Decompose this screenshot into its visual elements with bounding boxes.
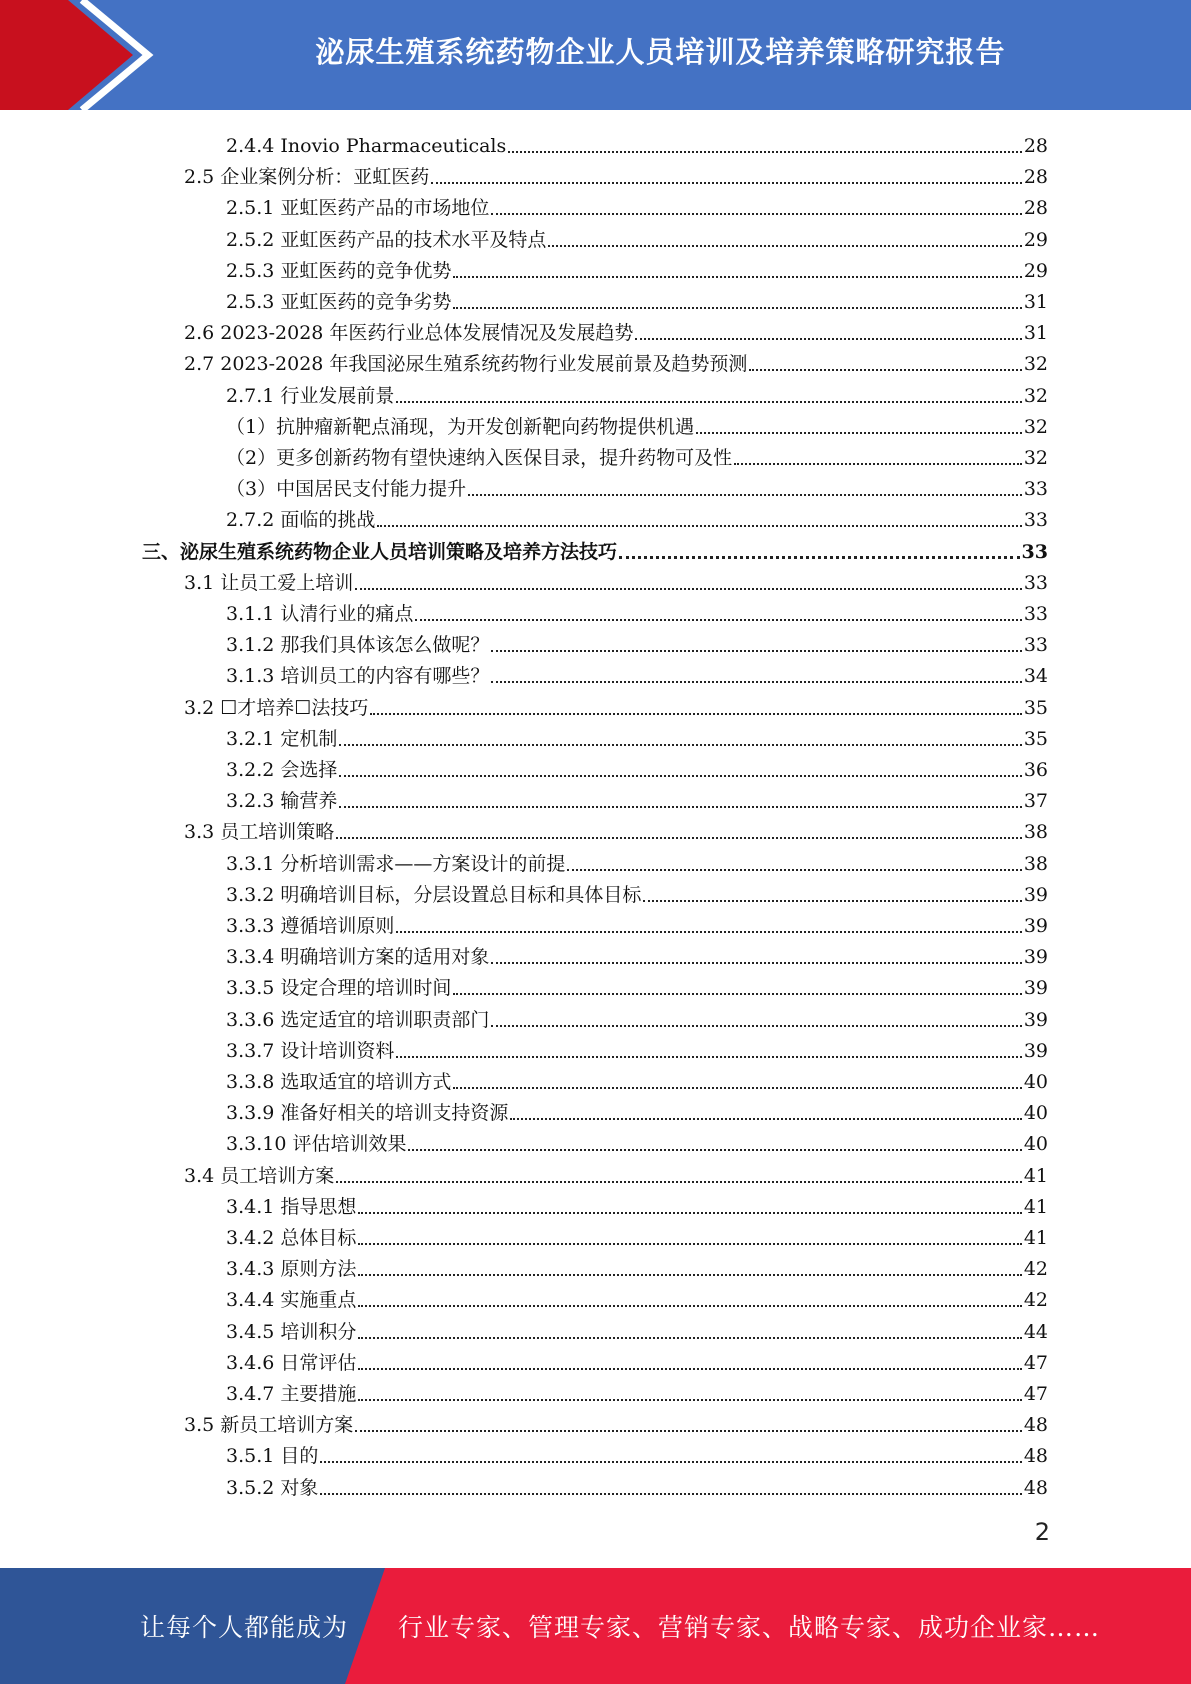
toc-entry[interactable] <box>226 1001 1048 1032</box>
toc-entry-label: 3.4.6 日常评估 <box>226 1351 357 1374</box>
toc-entry-page: 28 <box>1023 135 1048 157</box>
toc-entry-label: 3.2.1 定机制 <box>226 727 338 750</box>
toc-entry[interactable] <box>184 813 1048 844</box>
toc-entry-page: 42 <box>1023 1289 1048 1312</box>
toc-entry-page: 28 <box>1023 166 1048 189</box>
toc-entry-page: 38 <box>1023 852 1048 875</box>
toc-dot-leader <box>749 369 1021 371</box>
toc-entry[interactable] <box>226 845 1048 876</box>
toc-entry[interactable] <box>226 751 1048 782</box>
toc-entry[interactable] <box>226 1469 1048 1500</box>
toc-entry-page: 48 <box>1023 1445 1048 1468</box>
toc-entry-page: 44 <box>1023 1320 1048 1343</box>
toc-dot-leader <box>453 1087 1021 1089</box>
toc-dot-leader <box>415 619 1021 621</box>
toc-entry[interactable] <box>226 189 1048 220</box>
toc-dot-leader <box>355 588 1022 590</box>
toc-entry[interactable] <box>226 907 1048 938</box>
toc-entry-label: 3.1.1 认清行业的痛点 <box>226 603 414 625</box>
toc-entry[interactable] <box>184 564 1048 595</box>
toc-entry[interactable] <box>226 1313 1048 1344</box>
toc-entry[interactable] <box>226 1219 1048 1250</box>
toc-entry[interactable] <box>226 1063 1048 1094</box>
toc-entry-label: 2.7 2023-2028 年我国泌尿生殖系统药物行业发展前景及趋势预测 <box>184 353 748 376</box>
toc-entry-label: （2）更多创新药物有望快速纳入医保目录，提升药物可及性 <box>226 447 733 469</box>
toc-entry-label: 3.3.5 设定合理的培训时间 <box>226 977 452 1000</box>
toc-entry-label: 2.5.3 亚虹医药的竞争优势 <box>226 259 452 282</box>
toc-entry[interactable] <box>226 1375 1048 1406</box>
toc-dot-leader <box>358 1212 1021 1214</box>
toc-entry-label: 3.3.3 遵循培训原则 <box>226 915 395 937</box>
toc-dot-leader <box>491 1025 1021 1027</box>
toc-entry-label: 3.3.8 选取适宜的培训方式 <box>226 1071 452 1093</box>
toc-entry-label: 3.3.6 选定适宜的培训职责部门 <box>226 1008 490 1031</box>
toc-entry-page: 41 <box>1023 1195 1048 1218</box>
toc-entry-page: 29 <box>1023 228 1048 251</box>
toc-dot-leader <box>355 1430 1022 1432</box>
toc-entry-page: 34 <box>1023 665 1048 688</box>
toc-entry-label: 2.7.2 面临的挑战 <box>226 509 376 532</box>
toc-entry-page: 41 <box>1023 1164 1048 1187</box>
toc-entry-page: 38 <box>1023 821 1048 844</box>
toc-dot-leader <box>358 1243 1021 1245</box>
toc-entry[interactable] <box>226 876 1048 907</box>
toc-entry-label: 3.5.2 对象 <box>226 1476 319 1499</box>
footer-lead-text: 让每个人都能成为 <box>140 1613 349 1642</box>
toc-entry-page: 39 <box>1023 883 1048 906</box>
toc-entry-page: 32 <box>1023 447 1048 469</box>
toc-entry[interactable] <box>226 1281 1048 1312</box>
toc-dot-leader <box>548 245 1021 247</box>
toc-entry[interactable] <box>184 1406 1048 1437</box>
toc-dot-leader <box>396 931 1021 933</box>
toc-entry[interactable] <box>226 938 1048 969</box>
toc-entry-page: 40 <box>1023 1071 1048 1093</box>
toc-entry-page: 31 <box>1023 291 1048 313</box>
toc-entry-page: 42 <box>1023 1258 1048 1281</box>
toc-entry-page: 39 <box>1023 946 1048 969</box>
toc-entry-label: 3.4 员工培训方案 <box>184 1164 335 1187</box>
toc-entry[interactable] <box>184 1157 1048 1188</box>
toc-entry-label: 3.3.2 明确培训目标，分层设置总目标和具体目标 <box>226 883 642 906</box>
toc-entry-page: 33 <box>1023 603 1048 625</box>
toc-entry[interactable] <box>226 470 1048 501</box>
toc-entry-label: 2.7.1 行业发展前景 <box>226 384 395 407</box>
toc-entry-page: 47 <box>1023 1383 1048 1405</box>
toc-entry-page: 29 <box>1023 259 1048 282</box>
toc-dot-leader <box>491 681 1021 683</box>
toc-entry-label: 3.3.9 准备好相关的培训支持资源 <box>226 1102 509 1125</box>
toc-entry[interactable] <box>226 1250 1048 1281</box>
toc-entry-page: 39 <box>1023 977 1048 1000</box>
toc-entry-label: 3.4.2 总体目标 <box>226 1227 357 1249</box>
toc-entry-page: 32 <box>1023 415 1048 438</box>
toc-dot-leader <box>408 1149 1021 1151</box>
toc-dot-leader <box>396 1056 1021 1058</box>
toc-entry-page: 40 <box>1023 1133 1048 1156</box>
toc-entry-label: 2.6 2023-2028 年医药行业总体发展情况及发展趋势 <box>184 322 634 345</box>
toc-entry-label: 3.4.5 培训积分 <box>226 1320 357 1343</box>
toc-entry-page: 41 <box>1023 1227 1048 1249</box>
toc-dot-leader <box>734 463 1022 465</box>
toc-entry-label: 三、泌尿生殖系统药物企业人员培训策略及培养方法技巧 <box>142 540 618 563</box>
toc-dot-leader <box>358 1305 1021 1307</box>
toc-entry-page: 28 <box>1023 197 1048 220</box>
toc-dot-leader <box>491 962 1021 964</box>
toc-entry[interactable] <box>226 1094 1048 1125</box>
toc-entry-page: 31 <box>1023 322 1048 345</box>
toc-dot-leader <box>358 1368 1021 1370</box>
toc-entry-label: （3）中国居民支付能力提升 <box>226 478 467 501</box>
toc-dot-leader <box>358 1274 1021 1276</box>
toc-dot-leader <box>453 276 1021 278</box>
toc-dot-leader <box>320 1493 1021 1495</box>
toc-entry[interactable] <box>226 501 1048 532</box>
toc-entry[interactable] <box>226 1188 1048 1219</box>
toc-entry-label: 3.3.1 分析培训需求——方案设计的前提 <box>226 852 566 875</box>
toc-entry-page: 47 <box>1023 1351 1048 1374</box>
toc-entry[interactable] <box>226 408 1048 439</box>
toc-dot-leader <box>453 307 1021 309</box>
toc-dot-leader <box>339 744 1021 746</box>
toc-entry[interactable] <box>226 657 1048 688</box>
toc-entry-label: 3.4.3 原则方法 <box>226 1258 357 1281</box>
toc-entry-label: 3.3 员工培训策略 <box>184 821 335 844</box>
toc-dot-leader <box>491 213 1021 215</box>
toc-entry[interactable] <box>226 439 1048 470</box>
toc-entry-page: 33 <box>1023 509 1048 532</box>
toc-entry-page: 40 <box>1023 1102 1048 1125</box>
report-title: 泌尿生殖系统药物企业人员培训及培养策略研究报告 <box>315 34 1006 69</box>
toc-dot-leader <box>358 1399 1021 1401</box>
toc-entry-page: 37 <box>1023 790 1048 813</box>
toc-entry[interactable] <box>226 283 1048 314</box>
toc-entry-page: 35 <box>1023 727 1048 750</box>
toc-entry[interactable] <box>226 782 1048 813</box>
toc-entry[interactable] <box>226 1437 1048 1468</box>
page-number: 2 <box>1034 1518 1050 1546</box>
toc-entry[interactable] <box>226 626 1048 657</box>
page-footer <box>0 1568 1191 1684</box>
toc-entry-label: 3.3.10 评估培训效果 <box>226 1133 407 1156</box>
toc-dot-leader <box>431 182 1022 184</box>
toc-entry[interactable] <box>226 1344 1048 1375</box>
toc-entry-label: 2.5.1 亚虹医药产品的市场地位 <box>226 197 490 220</box>
toc-entry-label: 2.5 企业案例分析：亚虹医药 <box>184 166 430 189</box>
toc-entry-label: 3.1 让员工爱上培训 <box>184 571 354 594</box>
toc-entry[interactable] <box>226 127 1048 158</box>
toc-entry-label: 3.1.3 培训员工的内容有哪些？ <box>226 665 490 688</box>
toc-dot-leader <box>339 806 1021 808</box>
page-header <box>0 0 1191 110</box>
toc-entry-label: 3.2.3 输营养 <box>226 790 338 813</box>
toc-entry-label: 3.4.7 主要措施 <box>226 1383 357 1405</box>
toc-entry-page: 39 <box>1023 1008 1048 1031</box>
toc-entry[interactable] <box>226 1032 1048 1063</box>
toc-entry[interactable] <box>184 345 1048 376</box>
toc-entry[interactable] <box>142 533 1048 564</box>
toc-entry-page: 48 <box>1023 1414 1048 1437</box>
toc-dot-leader <box>336 837 1022 839</box>
toc-entry-page: 32 <box>1023 353 1048 376</box>
toc-entry-page: 35 <box>1023 696 1048 719</box>
toc-entry[interactable] <box>226 720 1048 751</box>
toc-entry-page: 33 <box>1023 478 1048 501</box>
toc-entry-label: 3.4.4 实施重点 <box>226 1289 357 1312</box>
toc-entry[interactable] <box>226 595 1048 626</box>
toc-dot-leader <box>635 338 1021 340</box>
toc-entry[interactable] <box>226 969 1048 1000</box>
toc-entry[interactable] <box>226 377 1048 408</box>
toc-entry-page: 39 <box>1023 1039 1048 1062</box>
toc-dot-leader <box>643 900 1021 902</box>
toc-dot-leader <box>696 432 1022 434</box>
toc-entry-label: 3.3.7 设计培训资料 <box>226 1039 395 1062</box>
toc-entry-label: 3.2.2 会选择 <box>226 759 338 781</box>
toc-entry-label: 3.5.1 目的 <box>226 1445 319 1468</box>
toc-entry-page: 32 <box>1023 384 1048 407</box>
toc-dot-leader <box>491 650 1021 652</box>
toc-entry-label: （1）抗肿瘤新靶点涌现，为开发创新靶向药物提供机遇 <box>226 415 695 438</box>
toc-entry-page: 33 <box>1023 571 1048 594</box>
toc-dot-leader <box>567 869 1021 871</box>
toc-dot-leader <box>396 401 1021 403</box>
toc-entry-label: 2.4.4 Inovio Pharmaceuticals <box>226 135 507 157</box>
toc-entry-label: 3.5 新员工培训方案 <box>184 1414 354 1437</box>
toc-dot-leader <box>619 556 1020 559</box>
toc-dot-leader <box>468 494 1022 496</box>
toc-entry-page: 48 <box>1023 1476 1048 1499</box>
toc-dot-leader <box>377 525 1021 527</box>
toc-dot-leader <box>336 1181 1022 1183</box>
toc-entry-label: 2.5.2 亚虹医药产品的技术水平及特点 <box>226 228 547 251</box>
toc-entry-page: 36 <box>1023 759 1048 781</box>
toc-entry-label: 3.4.1 指导思想 <box>226 1195 357 1218</box>
toc-entry-label: 3.1.2 那我们具体该怎么做呢？ <box>226 634 490 657</box>
toc-entry[interactable] <box>226 1125 1048 1156</box>
toc-entry[interactable] <box>184 158 1048 189</box>
toc-dot-leader <box>370 713 1021 715</box>
toc-entry-label: 3.3.4 明确培训方案的适用对象 <box>226 946 490 969</box>
toc-entry[interactable] <box>226 252 1048 283</box>
toc-dot-leader <box>358 1337 1021 1339</box>
toc-dot-leader <box>508 151 1022 153</box>
toc-entry-label: 3.2 ☐才培养☐法技巧 <box>184 696 369 719</box>
footer-tagline: 行业专家、管理专家、营销专家、战略专家、成功企业家…… <box>398 1613 1101 1642</box>
toc-entry-page: 33 <box>1023 634 1048 657</box>
toc-entry[interactable] <box>184 314 1048 345</box>
toc-dot-leader <box>339 775 1021 777</box>
toc-entry-label: 2.5.3 亚虹医药的竞争劣势 <box>226 291 452 313</box>
toc-entry[interactable] <box>184 689 1048 720</box>
toc-entry-page: 33 <box>1021 540 1048 563</box>
toc-dot-leader <box>510 1118 1021 1120</box>
toc-dot-leader <box>320 1461 1021 1463</box>
toc-entry[interactable] <box>226 221 1048 252</box>
toc-entry-page: 39 <box>1023 915 1048 937</box>
toc-dot-leader <box>453 993 1021 995</box>
